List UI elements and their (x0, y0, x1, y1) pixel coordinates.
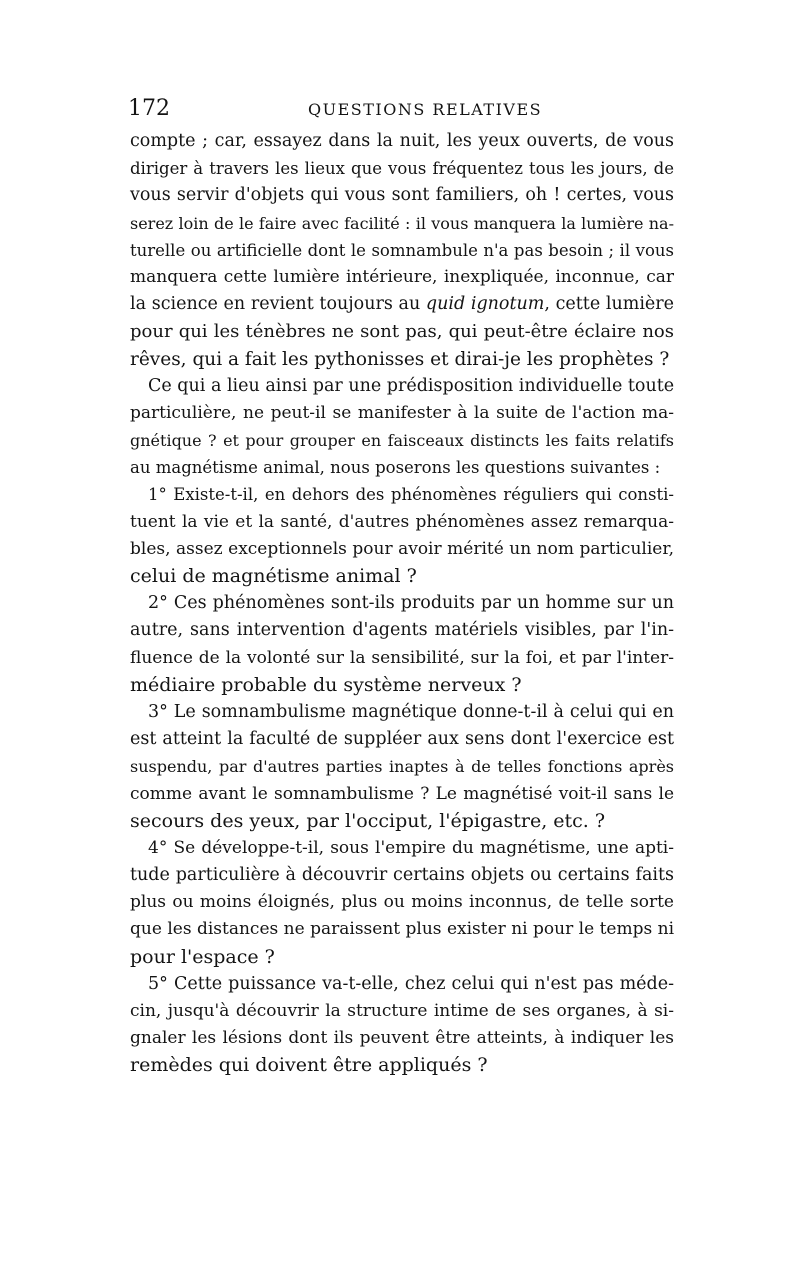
italic-phrase: quid ignotum (425, 294, 545, 315)
text-line: rêves, qui a fait les pythonisses et dirai-je les prophètes ? (130, 348, 670, 370)
text-line: diriger à travers les lieux que vous fréquentez tous les jours, de (130, 159, 674, 179)
text-line: bles, assez exceptionnels pour avoir mérité un nom particulier, (130, 538, 674, 559)
text-line: 3° Le somnambulisme magnétique donne-t-il à celui qui en (148, 701, 674, 722)
page-header (128, 94, 672, 124)
text-line: que les distances ne paraissent plus exister ni pour le temps ni (130, 919, 674, 940)
text-line: fluence de la volonté sur la sensibilité, sur la foi, et par l'inter- (130, 647, 674, 668)
text-line: la science en revient toujours au quid ignotum, cette lumière (130, 294, 675, 315)
text-line: au magnétisme animal, nous poserons les questions suivantes : (130, 458, 661, 478)
text-line: 4° Se développe-t-il, sous l'empire du magnétisme, une apti- (148, 837, 674, 858)
text-line: 2° Ces phénomènes sont-ils produits par un homme sur un (148, 593, 674, 614)
text-line: suspendu, par d'autres parties inaptes à de telles fonctions après (130, 757, 674, 777)
text-line: turelle ou artificielle dont le somnambule n'a pas besoin ; il vous (130, 240, 674, 260)
body-text (130, 128, 674, 1080)
text-line: autre, sans intervention d'agents matériels visibles, par l'in- (130, 620, 674, 641)
text-line: pour l'espace ? (130, 945, 275, 968)
running-title: QUESTIONS RELATIVES (308, 100, 543, 119)
text-line: manquera cette lumière intérieure, inexpliquée, inconnue, car (130, 266, 674, 287)
text-line: tuent la vie et la santé, d'autres phénomènes assez remarqua- (130, 511, 674, 532)
page-number: 172 (128, 96, 170, 121)
text-line: celui de magnétisme animal ? (130, 565, 417, 587)
text-line: particulière, ne peut-il se manifester à la suite de l'action ma- (130, 402, 674, 423)
text-line: plus ou moins éloignés, plus ou moins inconnus, de telle sorte (130, 892, 674, 913)
text-line: gnaler les lésions dont ils peuvent être atteints, à indiquer les (130, 1028, 674, 1049)
text-line: 1° Existe-t-il, en dehors des phénomènes réguliers qui consti- (148, 485, 674, 505)
text-line: 5° Cette puissance va-t-elle, chez celui qui n'est pas méde- (148, 973, 674, 994)
text-line: Ce qui a lieu ainsi par une prédisposition individuelle toute (148, 375, 675, 396)
text-line: secours des yeux, par l'occiput, l'épigastre, etc. ? (130, 809, 606, 832)
text-line: est atteint la faculté de suppléer aux sens dont l'exercice est (130, 729, 674, 750)
text-line: médiaire probable du système nerveux ? (130, 673, 522, 696)
text-line: remèdes qui doivent être appliqués ? (130, 1054, 488, 1077)
text-line: pour qui les ténèbres ne sont pas, qui peut-être éclaire nos (130, 321, 674, 343)
text-line: gnétique ? et pour grouper en faisceaux distincts les faits relatifs (130, 431, 674, 451)
text-line: compte ; car, essayez dans la nuit, les yeux ouverts, de vous (130, 131, 674, 151)
text-line: tude particulière à découvrir certains objets ou certains faits (130, 865, 674, 886)
text-line: comme avant le somnambulisme ? Le magnétisé voit-il sans le (130, 783, 674, 804)
text-line: vous servir d'objets qui vous sont familiers, oh ! certes, vous (130, 185, 674, 206)
text-line: serez loin de le faire avec facilité : il vous manquera la lumière na- (130, 213, 674, 233)
text-line: cin, jusqu'à découvrir la structure intime de ses organes, à si- (130, 1001, 674, 1021)
